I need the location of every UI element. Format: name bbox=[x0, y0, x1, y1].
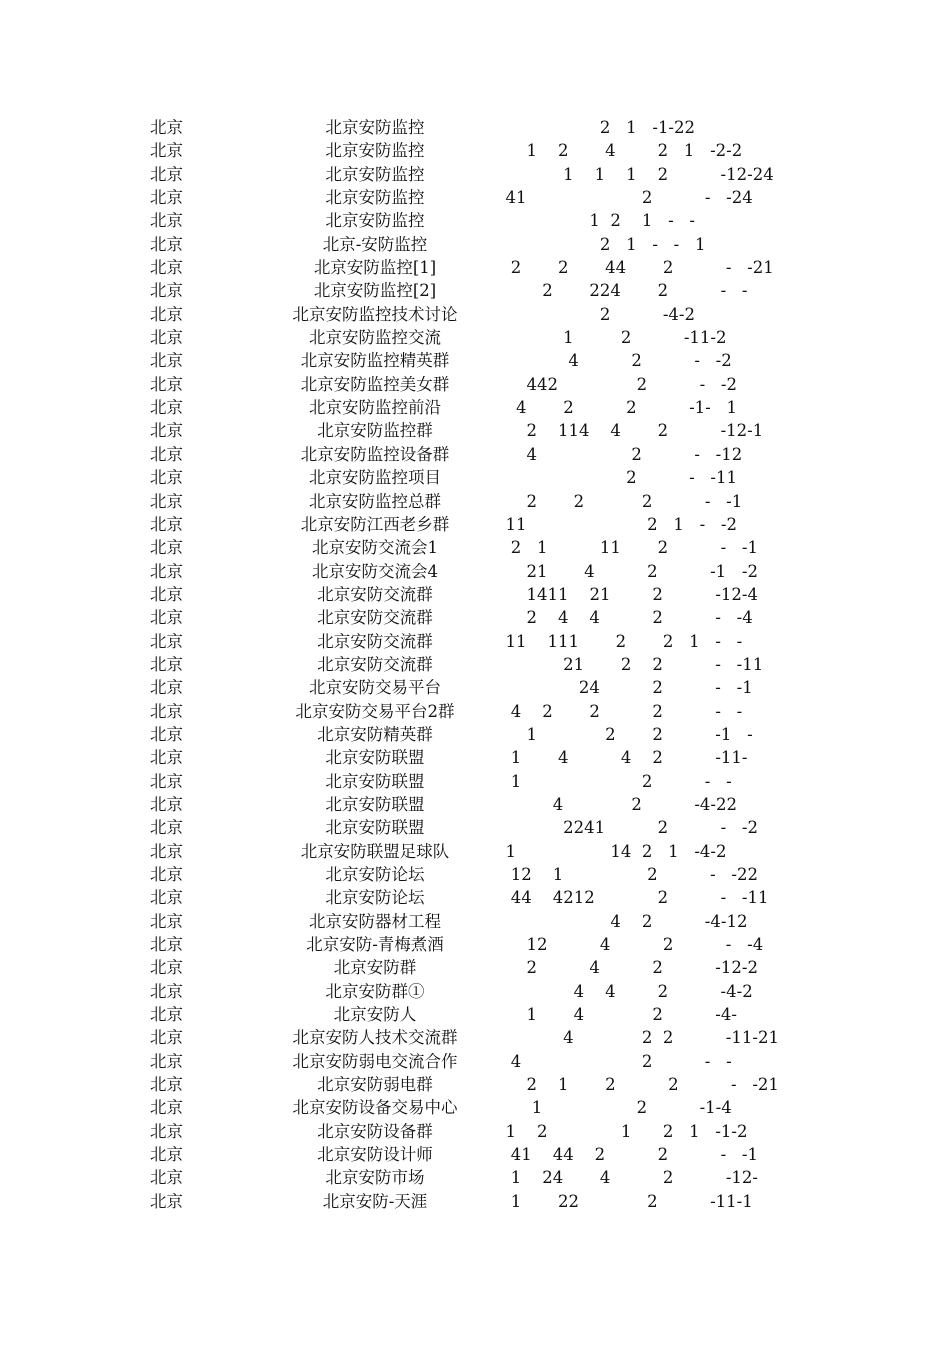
group-name-cell: 北京安防监控群 bbox=[317, 421, 433, 441]
table-row bbox=[0, 1143, 950, 1166]
group-name-cell: 北京安防论坛 bbox=[325, 888, 425, 908]
values-cell: 4 2 - -2 bbox=[495, 351, 732, 371]
values-cell: 4 2 - -12 bbox=[495, 444, 743, 464]
group-name-cell: 北京安防联盟 bbox=[325, 794, 425, 814]
city-cell: 北京 bbox=[150, 818, 183, 838]
values-cell: 2 2 2 - -1 bbox=[495, 491, 743, 511]
group-name-cell: 北京安防器材工程 bbox=[309, 911, 441, 931]
table-row bbox=[0, 840, 950, 863]
group-name-cell: 北京安防设备群 bbox=[317, 1121, 433, 1141]
values-cell: 4 2 -4-22 bbox=[495, 794, 737, 814]
city-cell: 北京 bbox=[150, 491, 183, 511]
table-row bbox=[0, 770, 950, 793]
table-row bbox=[0, 419, 950, 442]
group-name-cell: 北京安防群① bbox=[325, 981, 425, 1001]
city-cell: 北京 bbox=[150, 981, 183, 1001]
city-cell: 北京 bbox=[150, 678, 183, 698]
table-row bbox=[0, 863, 950, 886]
group-name-cell: 北京安防论坛 bbox=[325, 865, 425, 884]
city-cell: 北京 bbox=[150, 538, 183, 558]
values-cell: 2 114 4 2 -12-1 bbox=[495, 421, 764, 441]
values-cell: 41 2 - -24 bbox=[495, 188, 753, 208]
city-cell: 北京 bbox=[150, 935, 183, 955]
values-cell: 4 2 2 -1- 1 bbox=[495, 398, 737, 418]
values-cell: 12 1 2 - -22 bbox=[495, 865, 758, 884]
city-cell: 北京 bbox=[150, 865, 183, 884]
table-row bbox=[0, 139, 950, 162]
group-name-cell: 北京安防交流会1 bbox=[312, 538, 438, 558]
city-cell: 北京 bbox=[150, 794, 183, 814]
values-cell: 11 2 1 - -2 bbox=[495, 514, 737, 534]
city-cell: 北京 bbox=[150, 118, 183, 137]
city-cell: 北京 bbox=[150, 211, 183, 231]
document-table bbox=[0, 116, 950, 1213]
group-name-cell: 北京安防监控前沿 bbox=[309, 398, 441, 418]
city-cell: 北京 bbox=[150, 888, 183, 908]
city-cell: 北京 bbox=[150, 1168, 183, 1188]
table-row bbox=[0, 653, 950, 676]
table-row bbox=[0, 349, 950, 372]
values-cell: 2 1 - - 1 bbox=[495, 234, 706, 254]
values-cell: 2 4 2 -12-2 bbox=[495, 958, 758, 978]
city-cell: 北京 bbox=[150, 584, 183, 604]
city-cell: 北京 bbox=[150, 771, 183, 791]
table-row bbox=[0, 816, 950, 839]
group-name-cell: 北京安防交流群 bbox=[317, 654, 433, 674]
table-row bbox=[0, 606, 950, 629]
city-cell: 北京 bbox=[150, 398, 183, 418]
values-cell: 44 4212 2 - -11 bbox=[495, 888, 769, 908]
group-name-cell: 北京安防监控 bbox=[325, 188, 425, 208]
values-cell: 1 2 -11-2 bbox=[495, 328, 727, 348]
group-name-cell: 北京-安防监控 bbox=[322, 234, 428, 254]
table-row bbox=[0, 886, 950, 909]
city-cell: 北京 bbox=[150, 1121, 183, 1141]
group-name-cell: 北京安防联盟 bbox=[325, 748, 425, 768]
table-row bbox=[0, 186, 950, 209]
values-cell: 1 24 4 2 -12- bbox=[495, 1168, 758, 1188]
city-cell: 北京 bbox=[150, 1191, 183, 1211]
table-row bbox=[0, 1166, 950, 1189]
table-row bbox=[0, 630, 950, 653]
values-cell: 1411 21 2 -12-4 bbox=[495, 584, 758, 604]
group-name-cell: 北京安防监控精英群 bbox=[300, 351, 450, 371]
group-name-cell: 北京安防交易平台 bbox=[309, 678, 441, 698]
table-row bbox=[0, 933, 950, 956]
values-cell: 4 2 2 2 - - bbox=[495, 701, 743, 721]
values-cell: 41 44 2 2 - -1 bbox=[495, 1145, 758, 1165]
values-cell: 4 2 2 -11-21 bbox=[495, 1028, 779, 1048]
group-name-cell: 北京安防监控项目 bbox=[309, 468, 441, 488]
table-row bbox=[0, 980, 950, 1003]
table-row bbox=[0, 233, 950, 256]
city-cell: 北京 bbox=[150, 141, 183, 161]
group-name-cell: 北京安防监控 bbox=[325, 164, 425, 184]
values-cell: 2 - -11 bbox=[495, 468, 737, 488]
group-name-cell: 北京安防弱电群 bbox=[317, 1075, 433, 1095]
group-name-cell: 北京安防-天涯 bbox=[322, 1191, 428, 1211]
values-cell: 24 2 - -1 bbox=[495, 678, 753, 698]
group-name-cell: 北京安防交流会4 bbox=[312, 561, 438, 581]
group-name-cell: 北京安防江西老乡群 bbox=[300, 514, 450, 534]
table-row bbox=[0, 956, 950, 979]
city-cell: 北京 bbox=[150, 374, 183, 394]
values-cell: 1 2 -1-4 bbox=[495, 1098, 732, 1118]
group-name-cell: 北京安防监控设备群 bbox=[300, 444, 450, 464]
values-cell: 1 22 2 -11-1 bbox=[495, 1191, 753, 1211]
group-name-cell: 北京安防精英群 bbox=[317, 724, 433, 744]
city-cell: 北京 bbox=[150, 328, 183, 348]
group-name-cell: 北京安防监控[1] bbox=[313, 258, 437, 278]
table-row bbox=[0, 163, 950, 186]
group-name-cell: 北京安防监控技术讨论 bbox=[292, 304, 458, 324]
city-cell: 北京 bbox=[150, 724, 183, 744]
city-cell: 北京 bbox=[150, 608, 183, 628]
city-cell: 北京 bbox=[150, 561, 183, 581]
group-name-cell: 北京安防监控 bbox=[325, 211, 425, 231]
city-cell: 北京 bbox=[150, 1075, 183, 1095]
values-cell: 2 1 11 2 - -1 bbox=[495, 538, 758, 558]
table-row bbox=[0, 560, 950, 583]
table-row bbox=[0, 256, 950, 279]
table-row bbox=[0, 396, 950, 419]
values-cell: 2 2 44 2 - -21 bbox=[495, 258, 774, 278]
city-cell: 北京 bbox=[150, 1028, 183, 1048]
group-name-cell: 北京安防监控 bbox=[325, 118, 425, 137]
values-cell: 1 2 2 -1 - bbox=[495, 724, 753, 744]
values-cell: 2 1 2 2 - -21 bbox=[495, 1075, 779, 1095]
city-cell: 北京 bbox=[150, 701, 183, 721]
table-row bbox=[0, 536, 950, 559]
city-cell: 北京 bbox=[150, 164, 183, 184]
table-row bbox=[0, 723, 950, 746]
values-cell: 4 4 2 -4-2 bbox=[495, 981, 753, 1001]
values-cell: 2241 2 - -2 bbox=[495, 818, 758, 838]
group-name-cell: 北京安防交流群 bbox=[317, 584, 433, 604]
group-name-cell: 北京安防人技术交流群 bbox=[292, 1028, 458, 1048]
table-row bbox=[0, 1073, 950, 1096]
table-row bbox=[0, 513, 950, 536]
city-cell: 北京 bbox=[150, 631, 183, 651]
group-name-cell: 北京安防群 bbox=[333, 958, 417, 978]
group-name-cell: 北京安防设计师 bbox=[317, 1145, 433, 1165]
values-cell: 21 4 2 -1 -2 bbox=[495, 561, 758, 581]
table-row bbox=[0, 1026, 950, 1049]
city-cell: 北京 bbox=[150, 514, 183, 534]
values-cell: 2 -4-2 bbox=[495, 304, 695, 324]
city-cell: 北京 bbox=[150, 1098, 183, 1118]
group-name-cell: 北京安防联盟 bbox=[325, 818, 425, 838]
values-cell: 442 2 - -2 bbox=[495, 374, 737, 394]
group-name-cell: 北京安防联盟 bbox=[325, 771, 425, 791]
table-row bbox=[0, 746, 950, 769]
table-row bbox=[0, 793, 950, 816]
group-name-cell: 北京安防监控总群 bbox=[309, 491, 441, 511]
table-row bbox=[0, 443, 950, 466]
group-name-cell: 北京安防监控[2] bbox=[313, 281, 437, 301]
values-cell: 1 1 1 2 -12-24 bbox=[495, 164, 774, 184]
group-name-cell: 北京安防监控交流 bbox=[309, 328, 441, 348]
values-cell: 1 4 4 2 -11- bbox=[495, 748, 748, 768]
table-row bbox=[0, 303, 950, 326]
group-name-cell: 北京安防-青梅煮酒 bbox=[306, 935, 444, 955]
table-row bbox=[0, 676, 950, 699]
group-name-cell: 北京安防设备交易中心 bbox=[292, 1098, 458, 1118]
table-row bbox=[0, 490, 950, 513]
values-cell: 21 2 2 - -11 bbox=[495, 654, 764, 674]
table-row bbox=[0, 1120, 950, 1143]
table-row bbox=[0, 279, 950, 302]
group-name-cell: 北京安防人 bbox=[333, 1005, 417, 1025]
values-cell: 1 14 2 1 -4-2 bbox=[495, 841, 727, 861]
values-cell: 11 111 2 2 1 - - bbox=[495, 631, 743, 651]
values-cell: 1 4 2 -4- bbox=[495, 1005, 737, 1025]
city-cell: 北京 bbox=[150, 234, 183, 254]
city-cell: 北京 bbox=[150, 304, 183, 324]
city-cell: 北京 bbox=[150, 911, 183, 931]
table-row bbox=[0, 326, 950, 349]
values-cell: 1 2 1 2 1 -1-2 bbox=[495, 1121, 748, 1141]
city-cell: 北京 bbox=[150, 421, 183, 441]
group-name-cell: 北京安防市场 bbox=[325, 1168, 425, 1188]
values-cell: 2 1 -1-22 bbox=[495, 118, 696, 137]
city-cell: 北京 bbox=[150, 1005, 183, 1025]
values-cell: 1 2 4 2 1 -2-2 bbox=[495, 141, 743, 161]
table-row bbox=[0, 1096, 950, 1119]
city-cell: 北京 bbox=[150, 841, 183, 861]
values-cell: 1 2 1 - - bbox=[495, 211, 695, 231]
city-cell: 北京 bbox=[150, 1051, 183, 1071]
values-cell: 2 4 4 2 - -4 bbox=[495, 608, 753, 628]
group-name-cell: 北京安防弱电交流合作 bbox=[292, 1051, 458, 1071]
table-row bbox=[0, 1050, 950, 1073]
city-cell: 北京 bbox=[150, 958, 183, 978]
city-cell: 北京 bbox=[150, 748, 183, 768]
table-row bbox=[0, 209, 950, 232]
values-cell: 12 4 2 - -4 bbox=[495, 935, 764, 955]
table-row bbox=[0, 1190, 950, 1213]
group-name-cell: 北京安防监控 bbox=[325, 141, 425, 161]
table-row bbox=[0, 116, 950, 139]
city-cell: 北京 bbox=[150, 258, 183, 278]
table-row bbox=[0, 1003, 950, 1026]
city-cell: 北京 bbox=[150, 281, 183, 301]
values-cell: 1 2 - - bbox=[495, 771, 732, 791]
city-cell: 北京 bbox=[150, 188, 183, 208]
group-name-cell: 北京安防联盟足球队 bbox=[300, 841, 450, 861]
values-cell: 4 2 - - bbox=[495, 1051, 732, 1071]
table-row bbox=[0, 373, 950, 396]
values-cell: 2 224 2 - - bbox=[495, 281, 748, 301]
table-row bbox=[0, 583, 950, 606]
table-row bbox=[0, 700, 950, 723]
table-row bbox=[0, 910, 950, 933]
group-name-cell: 北京安防监控美女群 bbox=[300, 374, 450, 394]
city-cell: 北京 bbox=[150, 444, 183, 464]
group-name-cell: 北京安防交易平台2群 bbox=[295, 701, 455, 721]
values-cell: 4 2 -4-12 bbox=[495, 911, 748, 931]
group-name-cell: 北京安防交流群 bbox=[317, 631, 433, 651]
city-cell: 北京 bbox=[150, 1145, 183, 1165]
group-name-cell: 北京安防交流群 bbox=[317, 608, 433, 628]
city-cell: 北京 bbox=[150, 468, 183, 488]
table-row bbox=[0, 466, 950, 489]
city-cell: 北京 bbox=[150, 654, 183, 674]
city-cell: 北京 bbox=[150, 351, 183, 371]
